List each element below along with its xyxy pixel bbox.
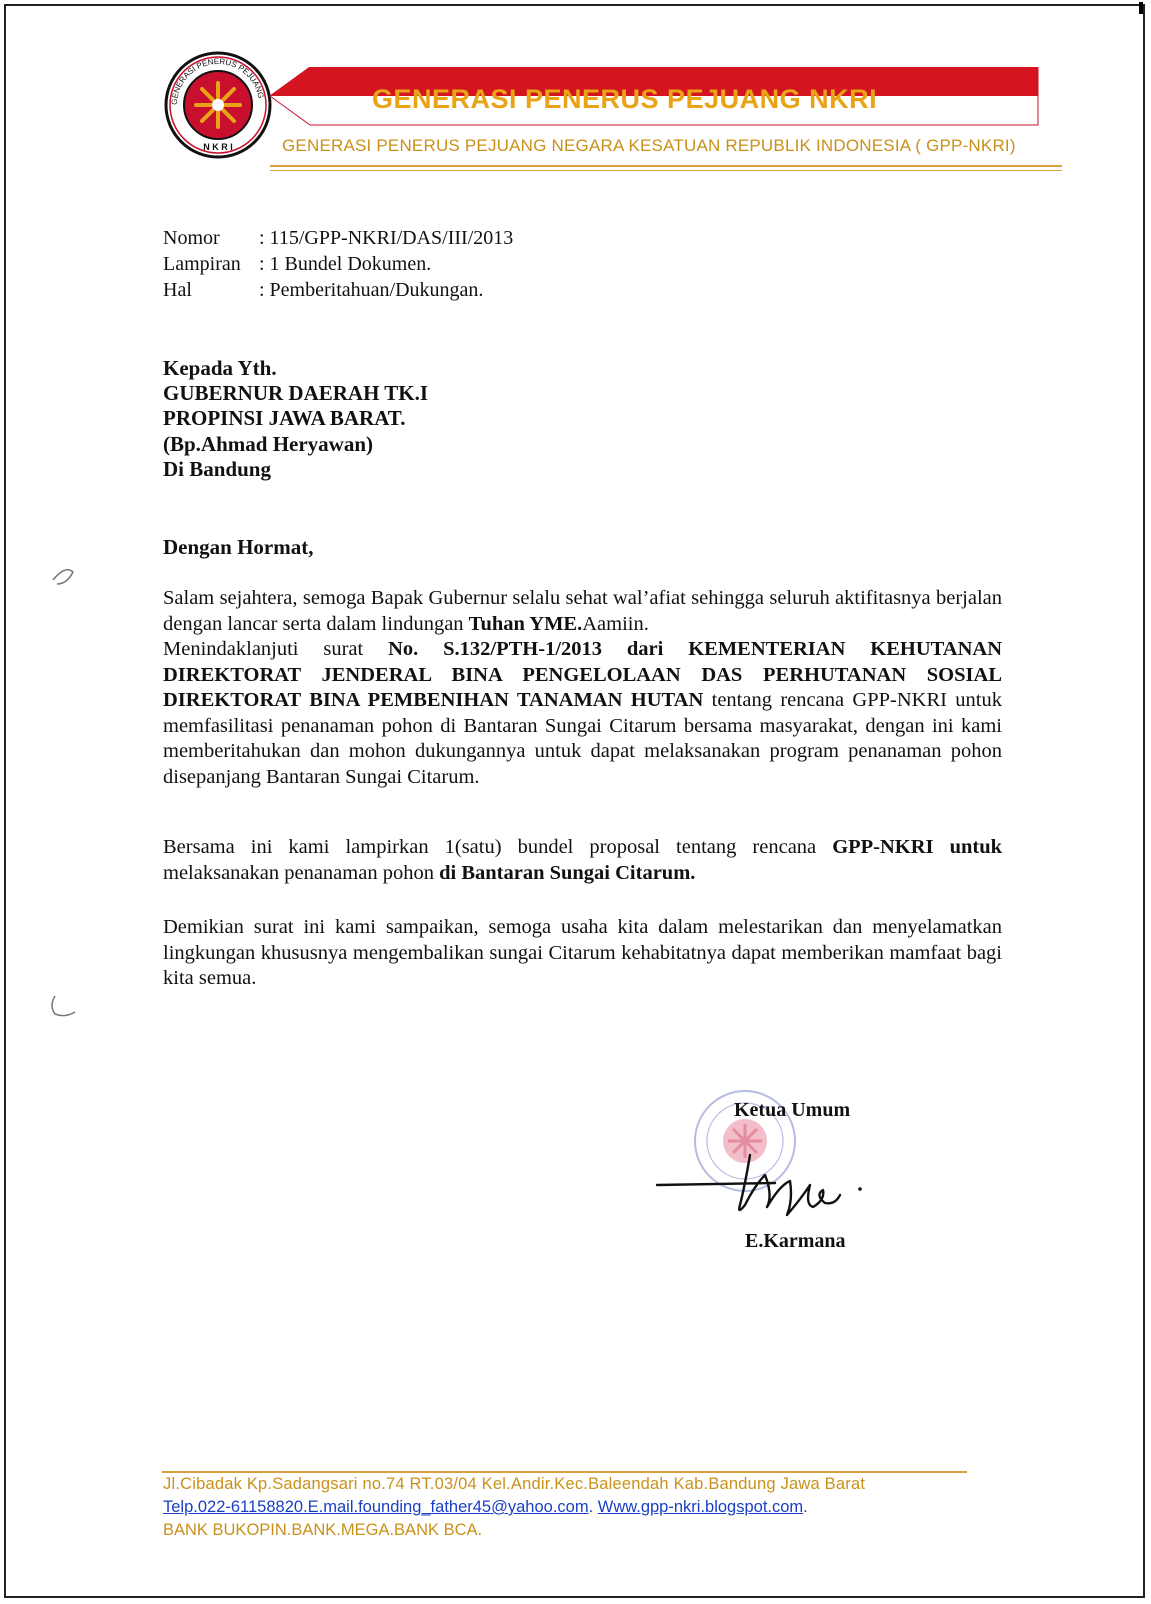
footer-contact-end: . [803,1498,808,1516]
body-paragraph-2 [163,835,1002,886]
scan-corner-mark [1139,2,1143,14]
p1-text-b: Tuhan YME. [468,612,583,635]
p1-text-a: Salam sejahtera, semoga Bapak Gubernur selalu sehat wal’afiat sehingga seluruh aktifitasnya berjalan dengan lancar serta dalam lindungan [163,587,1002,635]
addressee-line-1: Kepada Yth. [163,356,277,380]
p1-text-e: No. S.132/PTH-1/2013 dari KEMENTERIAN KEHUTANAN DIREKTORAT JENDERAL BINA PENGELOLAAN DAS PERHUTANAN SOSIAL DIREKTORAT BINA PEMBENIHAN TANAMAN HUTAN [163,638,1002,711]
hal-label: Hal [163,279,192,301]
addressee-line-5: Di Bandung [163,457,271,481]
hal-value: : Pemberitahuan/Dukungan. [259,279,484,301]
addressee-line-3: PROPINSI JAWA BARAT. [163,406,406,430]
p2-text-b: GPP-NKRI untuk [832,836,1003,858]
reference-lampiran [163,253,431,276]
body-paragraph-1 [163,586,1002,790]
signatory-name: E.Karmana [745,1230,846,1252]
organization-full-name: GENERASI PENERUS PEJUANG NEGARA KESATUAN REPUBLIK INDONESIA ( GPP-NKRI) [282,136,1016,155]
footer-phone-email-link[interactable]: Telp.022-61158820.E.mail.founding_father45@yahoo.com [163,1498,589,1516]
scan-smudge-mark [45,560,85,590]
footer-bank: BANK BUKOPIN.BANK.MEGA.BANK BCA. [163,1521,483,1539]
reference-nomor [163,227,513,250]
p2-text-d: di Bantaran Sungai Citarum. [439,861,696,884]
footer-contact-separator: . [588,1498,598,1516]
signatory-title: Ketua Umum [734,1099,851,1121]
letterhead-rule-thin [270,170,1062,171]
p1-text-c: Aamiin. [582,612,649,635]
p1-text-d: Menindaklanjuti surat [163,638,389,660]
greeting: Dengan Hormat, [163,535,314,559]
p2-text-c: melaksanakan penanaman pohon [163,861,440,884]
logo-bottom-text: N K R I [203,142,233,152]
footer-rule [162,1471,967,1473]
lampiran-label: Lampiran [163,253,241,275]
organization-name: GENERASI PENERUS PEJUANG NKRI [372,84,878,114]
handwritten-signature [655,1145,895,1235]
p1-text-f: tentang rencana GPP-NKRI untuk memfasilitasi penanaman pohon di Bantaran Sungai Citarum bersama masyarakat, dengan ini kami memberitahukan dan mohon dukungannya untuk dapat melaksanakan program penanaman pohon disepanjang Bantaran Sungai Citarum. [163,689,1002,788]
logo-ring-text: GENERASI PENERUS PEJUANG [169,56,266,106]
body-paragraph-3: Demikian surat ini kami sampaikan, semoga usaha kita dalam melestarikan dan menyelamatkan lingkungan khususnya mengembalikan sungai Citarum kehabitatnya dapat memberikan mamfaat bagi kita semua. [163,916,1002,989]
footer-website-link[interactable]: Www.gpp-nkri.blogspot.com [597,1498,804,1516]
nomor-value: : 115/GPP-NKRI/DAS/III/2013 [259,227,514,249]
addressee-line-4: (Bp.Ahmad Heryawan) [163,432,374,456]
organization-logo [163,50,273,160]
p2-text-a: Bersama ini kami lampirkan 1(satu) bundel proposal tentang rencana [163,836,833,858]
scan-smudge-mark-2 [45,990,85,1020]
footer-contact [163,1498,808,1517]
footer-address: Jl.Cibadak Kp.Sadangsari no.74 RT.03/04 Kel.Andir.Kec.Baleendah Kab.Bandung Jawa Barat [163,1475,866,1493]
reference-hal [163,279,483,302]
lampiran-value: : 1 Bundel Dokumen. [259,253,432,275]
addressee-line-2: GUBERNUR DAERAH TK.I [163,381,429,405]
letterhead-rule [270,165,1062,167]
nomor-label: Nomor [163,227,220,249]
